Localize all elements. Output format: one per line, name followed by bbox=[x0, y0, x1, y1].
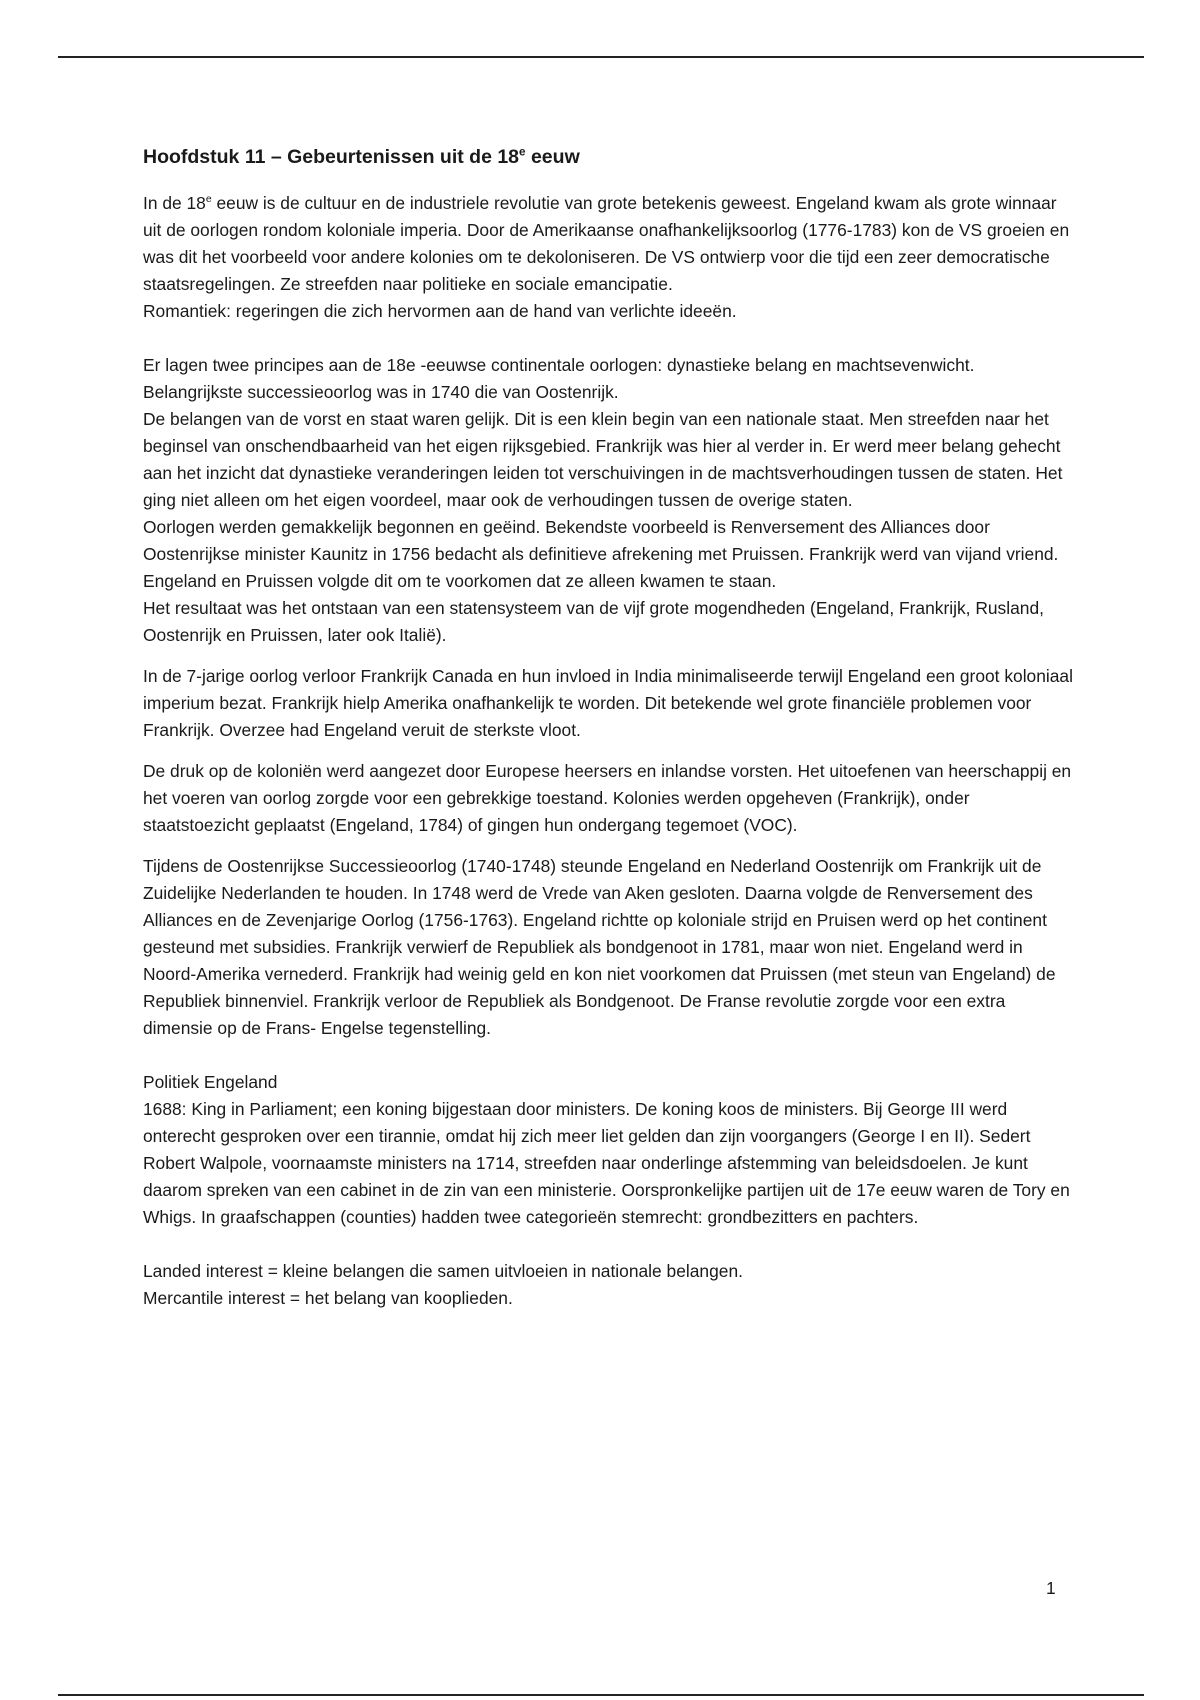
page-number: 1 bbox=[1046, 1578, 1056, 1598]
intro-superscript: e bbox=[205, 194, 212, 206]
politics-england-heading: Politiek Engeland bbox=[143, 1072, 278, 1092]
politics-england-paragraph: 1688: King in Parliament; een koning bijgestaan door ministers. De koning koos de ministers. Bij George III werd onterecht gesproken over een tirannie, omdat hij zich meer liet gelden dan zijn voorgangers (George I en II). Sedert Robert Walpole, voornaamste ministers na 1714, streefden naar onderlinge afstemming van beleidsdoelen. Je kunt daarom spreken van een cabinet in de zin van een ministerie. Oorspronkelijke partijen uit de 17e eeuw waren de Tory en Whigs. In graafschappen (counties) hadden twee categorieën stemrecht: grondbezitters en pachters. bbox=[143, 1099, 1070, 1227]
chapter-title bbox=[143, 142, 1073, 172]
intro-start: In de 18 bbox=[143, 193, 206, 213]
romantiek-paragraph: Romantiek: regeringen die zich hervormen aan de hand van verlichte ideeën. bbox=[143, 301, 737, 321]
colonies-paragraph: De druk op de koloniën werd aangezet door Europese heersers en inlandse vorsten. Het uitoefenen van heerschappij en het voeren van oorlog zorgde voor een gebrekkige toestand. Kolonies werden opgeheven (Frankrijk), onder staatstoezicht geplaatst (Engeland, 1784) of gingen hun ondergang tegemoet (VOC). bbox=[143, 761, 1072, 835]
chapter-title-main: Hoofdstuk 11 – Gebeurtenissen uit de 18 bbox=[143, 146, 520, 168]
footer-rule bbox=[58, 1694, 1144, 1696]
mercantile-interest-line: Mercantile interest = het belang van kooplieden. bbox=[143, 1288, 513, 1308]
principles-paragraph-4: Het resultaat was het ontstaan van een statensysteem van de vijf grote mogendheden (Engeland, Frankrijk, Rusland, Oostenrijk en Pruissen, later ook Italië). bbox=[143, 598, 1044, 645]
chapter-title-superscript: e bbox=[519, 145, 526, 159]
principles-paragraph-3: Oorlogen werden gemakkelijk begonnen en geëind. Bekendste voorbeeld is Renversement des Alliances door Oostenrijkse minister Kaunitz in 1756 bedacht als definitieve afrekening met Pruissen. Frankrijk werd van vijand vriend. Engeland en Pruissen volgde dit om te voorkomen dat ze alleen kwamen te staan. bbox=[143, 517, 1059, 591]
chapter-title-end: eeuw bbox=[525, 146, 580, 168]
succession-war-paragraph: Tijdens de Oostenrijkse Successieoorlog (1740-1748) steunde Engeland en Nederland Oostenrijk om Frankrijk uit de Zuidelijke Nederlanden te houden. In 1748 werd de Vrede van Aken gesloten. Daarna volgde de Renversement des Alliances en de Zevenjarige Oorlog (1756-1763). Engeland richtte op koloniale strijd en Pruisen werd op het continent gesteund met subsidies. Frankrijk verwierf de Republiek als bondgenoot in 1781, maar won niet. Engeland werd in Noord-Amerika vernederd. Frankrijk had weinig geld en kon niet voorkomen dat Pruissen (met steun van Engeland) de Republiek binnenviel. Frankrijk verloor de Republiek als Bondgenoot. De Franse revolutie zorgde voor een extra dimensie op de Frans- Engelse tegenstelling. bbox=[143, 856, 1056, 1038]
principles-paragraph-2: De belangen van de vorst en staat waren gelijk. Dit is een klein begin van een nationale staat. Men streefden naar het beginsel van onschendbaarheid van het eigen rijksgebied. Frankrijk was hier al verder in. Er werd meer belang gehecht aan het inzicht dat dynastieke veranderingen leiden tot verschuivingen in de machtsverhoudingen tussen de staten. Het ging niet alleen om het eigen voordeel, maar ook de verhoudingen tussen de overige staten. bbox=[143, 409, 1063, 510]
header-rule bbox=[58, 56, 1144, 58]
landed-interest-line: Landed interest = kleine belangen die samen uitvloeien in nationale belangen. bbox=[143, 1261, 743, 1281]
principles-paragraph-1: Er lagen twee principes aan de 18e -eeuwse continentale oorlogen: dynastieke belang en machtsevenwicht. Belangrijkste successieoorlog was in 1740 die van Oostenrijk. bbox=[143, 355, 975, 402]
intro-end: eeuw is de cultuur en de industriele revolutie van grote betekenis geweest. Engeland kwam als grote winnaar uit de oorlogen rondom koloniale imperia. Door de Amerikaanse onafhankelijksoorlog (1776-1783) kon de VS groeien en was dit het voorbeeld voor andere kolonies om te dekoloniseren. De VS ontwierp voor die tijd een zeer democratische staatsregelingen. Ze streefden naar politieke en sociale emancipatie. bbox=[143, 193, 1070, 294]
seven-year-war-paragraph: In de 7-jarige oorlog verloor Frankrijk Canada en hun invloed in India minimaliseerde terwijl Engeland een groot koloniaal imperium bezat. Frankrijk hielp Amerika onafhankelijk te worden. Dit betekende wel grote financiële problemen voor Frankrijk. Overzee had Engeland veruit de sterkste vloot. bbox=[143, 666, 1073, 740]
document-body bbox=[143, 142, 1073, 1312]
intro-paragraph bbox=[143, 190, 1073, 298]
